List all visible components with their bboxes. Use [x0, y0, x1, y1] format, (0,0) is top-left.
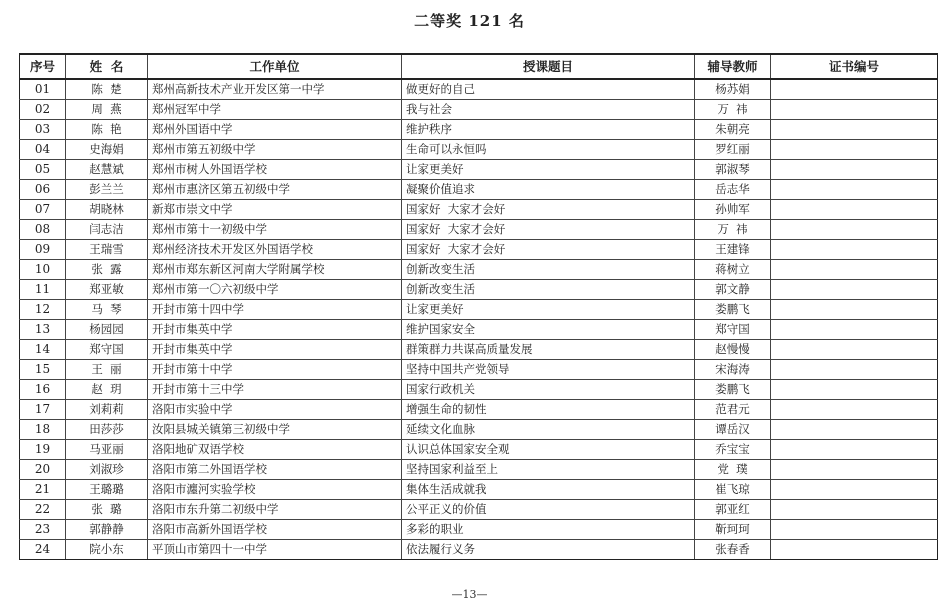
cell-unit: 洛阳市实验中学: [148, 400, 402, 420]
cell-unit: 郑州外国语中学: [148, 120, 402, 140]
cell-teacher: 谭岳汉: [695, 420, 771, 440]
cell-name: 陈 楚: [66, 79, 148, 100]
table-row: [20, 140, 938, 160]
cell-teacher: 娄鹏飞: [695, 380, 771, 400]
cell-cert: [771, 220, 938, 240]
cell-cert: [771, 420, 938, 440]
cell-cert: [771, 340, 938, 360]
cell-teacher: 杨苏娟: [695, 79, 771, 100]
cell-topic: 维护秩序: [402, 120, 695, 140]
cell-unit: 开封市第十三中学: [148, 380, 402, 400]
cell-cert: [771, 140, 938, 160]
cell-no: 14: [20, 340, 66, 360]
award-table: [19, 53, 938, 560]
cell-no: 24: [20, 540, 66, 560]
header-no: 序号: [20, 54, 66, 79]
cell-topic: 让家更美好: [402, 160, 695, 180]
cell-topic: 凝聚价值追求: [402, 180, 695, 200]
cell-topic: 公平正义的价值: [402, 500, 695, 520]
cell-name: 院小东: [66, 540, 148, 560]
table-row: [20, 240, 938, 260]
cell-teacher: 孙帅军: [695, 200, 771, 220]
cell-name: 郑亚敏: [66, 280, 148, 300]
cell-teacher: 王建锋: [695, 240, 771, 260]
cell-name: 刘淑珍: [66, 460, 148, 480]
cell-teacher: 乔宝宝: [695, 440, 771, 460]
cell-name: 史海娟: [66, 140, 148, 160]
cell-name: 彭兰兰: [66, 180, 148, 200]
cell-no: 12: [20, 300, 66, 320]
cell-no: 06: [20, 180, 66, 200]
cell-topic: 让家更美好: [402, 300, 695, 320]
cell-name: 郑守国: [66, 340, 148, 360]
document-title: 二等奖 121 名: [414, 12, 525, 30]
cell-topic: 坚持国家利益至上: [402, 460, 695, 480]
cell-unit: 开封市集英中学: [148, 320, 402, 340]
header-row: [20, 54, 938, 79]
cell-topic: 做更好的自己: [402, 79, 695, 100]
cell-teacher: 万 祎: [695, 220, 771, 240]
table-row: [20, 380, 938, 400]
cell-topic: 维护国家安全: [402, 320, 695, 340]
cell-cert: [771, 440, 938, 460]
cell-unit: 洛阳地矿双语学校: [148, 440, 402, 460]
cell-unit: 郑州市惠济区第五初级中学: [148, 180, 402, 200]
cell-teacher: 郑守国: [695, 320, 771, 340]
cell-unit: 开封市集英中学: [148, 340, 402, 360]
cell-topic: 认识总体国家安全观: [402, 440, 695, 460]
cell-topic: 创新改变生活: [402, 280, 695, 300]
cell-topic: 延续文化血脉: [402, 420, 695, 440]
cell-unit: 郑州市郑东新区河南大学附属学校: [148, 260, 402, 280]
table-row: [20, 500, 938, 520]
cell-teacher: 蒋树立: [695, 260, 771, 280]
cell-name: 周 燕: [66, 100, 148, 120]
cell-unit: 郑州市树人外国语学校: [148, 160, 402, 180]
cell-name: 杨园园: [66, 320, 148, 340]
cell-topic: 坚持中国共产党领导: [402, 360, 695, 380]
table-row: [20, 120, 938, 140]
cell-no: 22: [20, 500, 66, 520]
cell-unit: 洛阳市东升第二初级中学: [148, 500, 402, 520]
cell-cert: [771, 200, 938, 220]
cell-cert: [771, 520, 938, 540]
cell-name: 田莎莎: [66, 420, 148, 440]
cell-no: 21: [20, 480, 66, 500]
cell-no: 13: [20, 320, 66, 340]
cell-cert: [771, 500, 938, 520]
cell-teacher: 娄鹏飞: [695, 300, 771, 320]
cell-cert: [771, 100, 938, 120]
cell-name: 张 露: [66, 260, 148, 280]
cell-teacher: 罗红丽: [695, 140, 771, 160]
table-row: [20, 300, 938, 320]
table-row: [20, 540, 938, 560]
cell-cert: [771, 400, 938, 420]
cell-unit: 郑州市第一〇六初级中学: [148, 280, 402, 300]
cell-unit: 郑州高新技术产业开发区第一中学: [148, 79, 402, 100]
table-row: [20, 440, 938, 460]
table-row: [20, 460, 938, 480]
cell-name: 郭静静: [66, 520, 148, 540]
cell-cert: [771, 280, 938, 300]
cell-name: 马 琴: [66, 300, 148, 320]
cell-topic: 国家好 大家才会好: [402, 200, 695, 220]
table-row: [20, 280, 938, 300]
table-row: [20, 320, 938, 340]
cell-no: 10: [20, 260, 66, 280]
table-row: [20, 360, 938, 380]
cell-no: 02: [20, 100, 66, 120]
cell-topic: 依法履行义务: [402, 540, 695, 560]
cell-teacher: 郭淑琴: [695, 160, 771, 180]
cell-teacher: 靳珂珂: [695, 520, 771, 540]
cell-name: 闫志洁: [66, 220, 148, 240]
cell-name: 赵 玥: [66, 380, 148, 400]
cell-name: 王璐璐: [66, 480, 148, 500]
cell-unit: 洛阳市瀍河实验学校: [148, 480, 402, 500]
table-body: [20, 79, 938, 560]
cell-cert: [771, 380, 938, 400]
table-row: [20, 220, 938, 240]
table-row: [20, 400, 938, 420]
cell-cert: [771, 300, 938, 320]
table-row: [20, 520, 938, 540]
table-row: [20, 420, 938, 440]
cell-teacher: 崔飞琼: [695, 480, 771, 500]
cell-cert: [771, 160, 938, 180]
table-row: [20, 480, 938, 500]
cell-cert: [771, 79, 938, 100]
cell-cert: [771, 360, 938, 380]
cell-topic: 国家好 大家才会好: [402, 240, 695, 260]
cell-topic: 国家好 大家才会好: [402, 220, 695, 240]
cell-topic: 我与社会: [402, 100, 695, 120]
cell-cert: [771, 180, 938, 200]
cell-teacher: 党 璞: [695, 460, 771, 480]
cell-name: 张 璐: [66, 500, 148, 520]
cell-unit: 郑州市第五初级中学: [148, 140, 402, 160]
cell-topic: 群策群力共谋高质量发展: [402, 340, 695, 360]
cell-topic: 增强生命的韧性: [402, 400, 695, 420]
cell-teacher: 赵慢慢: [695, 340, 771, 360]
cell-name: 马亚丽: [66, 440, 148, 460]
cell-no: 11: [20, 280, 66, 300]
cell-cert: [771, 240, 938, 260]
cell-unit: 郑州经济技术开发区外国语学校: [148, 240, 402, 260]
cell-cert: [771, 540, 938, 560]
cell-name: 赵慧斌: [66, 160, 148, 180]
cell-no: 08: [20, 220, 66, 240]
cell-teacher: 范君元: [695, 400, 771, 420]
cell-teacher: 万 祎: [695, 100, 771, 120]
cell-teacher: 宋海涛: [695, 360, 771, 380]
cell-topic: 生命可以永恒吗: [402, 140, 695, 160]
cell-name: 陈 艳: [66, 120, 148, 140]
cell-no: 23: [20, 520, 66, 540]
cell-no: 17: [20, 400, 66, 420]
cell-no: 04: [20, 140, 66, 160]
cell-unit: 新郑市崇文中学: [148, 200, 402, 220]
cell-cert: [771, 460, 938, 480]
table-row: [20, 180, 938, 200]
cell-no: 20: [20, 460, 66, 480]
cell-unit: 汝阳县城关镇第三初级中学: [148, 420, 402, 440]
cell-cert: [771, 120, 938, 140]
cell-no: 15: [20, 360, 66, 380]
cell-teacher: 郭亚红: [695, 500, 771, 520]
cell-unit: 平顶山市第四十一中学: [148, 540, 402, 560]
cell-teacher: 郭文静: [695, 280, 771, 300]
cell-no: 07: [20, 200, 66, 220]
cell-cert: [771, 260, 938, 280]
cell-cert: [771, 320, 938, 340]
cell-no: 03: [20, 120, 66, 140]
table-row: [20, 79, 938, 100]
cell-no: 16: [20, 380, 66, 400]
cell-no: 01: [20, 79, 66, 100]
cell-topic: 集体生活成就我: [402, 480, 695, 500]
cell-no: 05: [20, 160, 66, 180]
cell-teacher: 岳志华: [695, 180, 771, 200]
table-row: [20, 200, 938, 220]
cell-teacher: 张春香: [695, 540, 771, 560]
table-row: [20, 340, 938, 360]
cell-unit: 开封市第十中学: [148, 360, 402, 380]
cell-topic: 多彩的职业: [402, 520, 695, 540]
cell-cert: [771, 480, 938, 500]
cell-topic: 国家行政机关: [402, 380, 695, 400]
cell-no: 18: [20, 420, 66, 440]
table-row: [20, 260, 938, 280]
header-cert: 证书编号: [771, 54, 938, 79]
cell-name: 胡晓林: [66, 200, 148, 220]
cell-name: 王 丽: [66, 360, 148, 380]
cell-unit: 开封市第十四中学: [148, 300, 402, 320]
cell-topic: 创新改变生活: [402, 260, 695, 280]
cell-unit: 郑州冠军中学: [148, 100, 402, 120]
header-unit: 工作单位: [148, 54, 402, 79]
cell-name: 刘莉莉: [66, 400, 148, 420]
cell-teacher: 朱朝亮: [695, 120, 771, 140]
cell-no: 19: [20, 440, 66, 460]
table-row: [20, 100, 938, 120]
cell-unit: 洛阳市高新外国语学校: [148, 520, 402, 540]
header-topic: 授课题目: [402, 54, 695, 79]
page-number: —13—: [451, 588, 488, 601]
cell-no: 09: [20, 240, 66, 260]
cell-name: 王瑞雪: [66, 240, 148, 260]
table-row: [20, 160, 938, 180]
cell-unit: 洛阳市第二外国语学校: [148, 460, 402, 480]
cell-unit: 郑州市第十一初级中学: [148, 220, 402, 240]
table-header: [20, 54, 938, 79]
header-teacher: 辅导教师: [695, 54, 771, 79]
header-name: 姓 名: [66, 54, 148, 79]
